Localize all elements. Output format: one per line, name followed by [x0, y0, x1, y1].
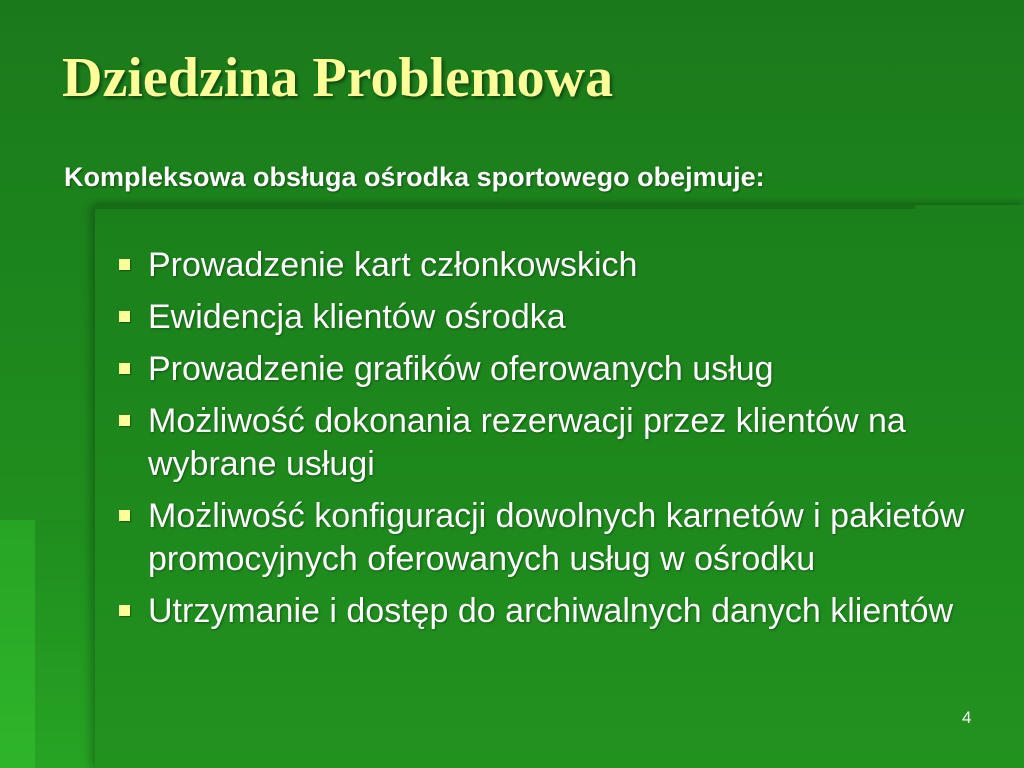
square-bullet-icon — [119, 415, 130, 426]
bullet-item — [112, 296, 992, 339]
square-bullet-icon — [119, 311, 130, 322]
bullet-list — [112, 244, 992, 642]
bullet-item — [112, 590, 992, 633]
panel-top-edge — [95, 205, 915, 209]
bullet-item — [112, 244, 992, 287]
square-bullet-icon — [119, 259, 130, 270]
bullet-item — [112, 495, 992, 581]
bullet-text: Utrzymanie i dostęp do archiwalnych danych klientów — [148, 592, 954, 630]
bullet-text: Prowadzenie kart członkowskich — [148, 246, 638, 284]
decorative-slab-left — [0, 520, 40, 768]
slide-subtitle: Kompleksowa obsługa ośrodka sportowego obejmuje: — [64, 162, 765, 192]
page-number: 4 — [962, 708, 972, 727]
square-bullet-icon — [119, 605, 130, 616]
bullet-item — [112, 400, 992, 486]
bullet-text: Możliwość konfiguracji dowolnych karnetów i pakietów promocyjnych oferowanych usług w ośrodku — [148, 497, 965, 578]
bullet-text: Ewidencja klientów ośrodka — [148, 298, 566, 336]
slide-title: Dziedzina Problemowa — [62, 47, 614, 109]
bullet-text: Możliwość dokonania rezerwacji przez klientów na wybrane usługi — [148, 402, 906, 483]
bullet-item — [112, 348, 992, 391]
square-bullet-icon — [119, 510, 130, 521]
decorative-slab-middle — [35, 520, 95, 768]
square-bullet-icon — [119, 363, 130, 374]
bullet-text: Prowadzenie grafików oferowanych usług — [148, 350, 774, 388]
